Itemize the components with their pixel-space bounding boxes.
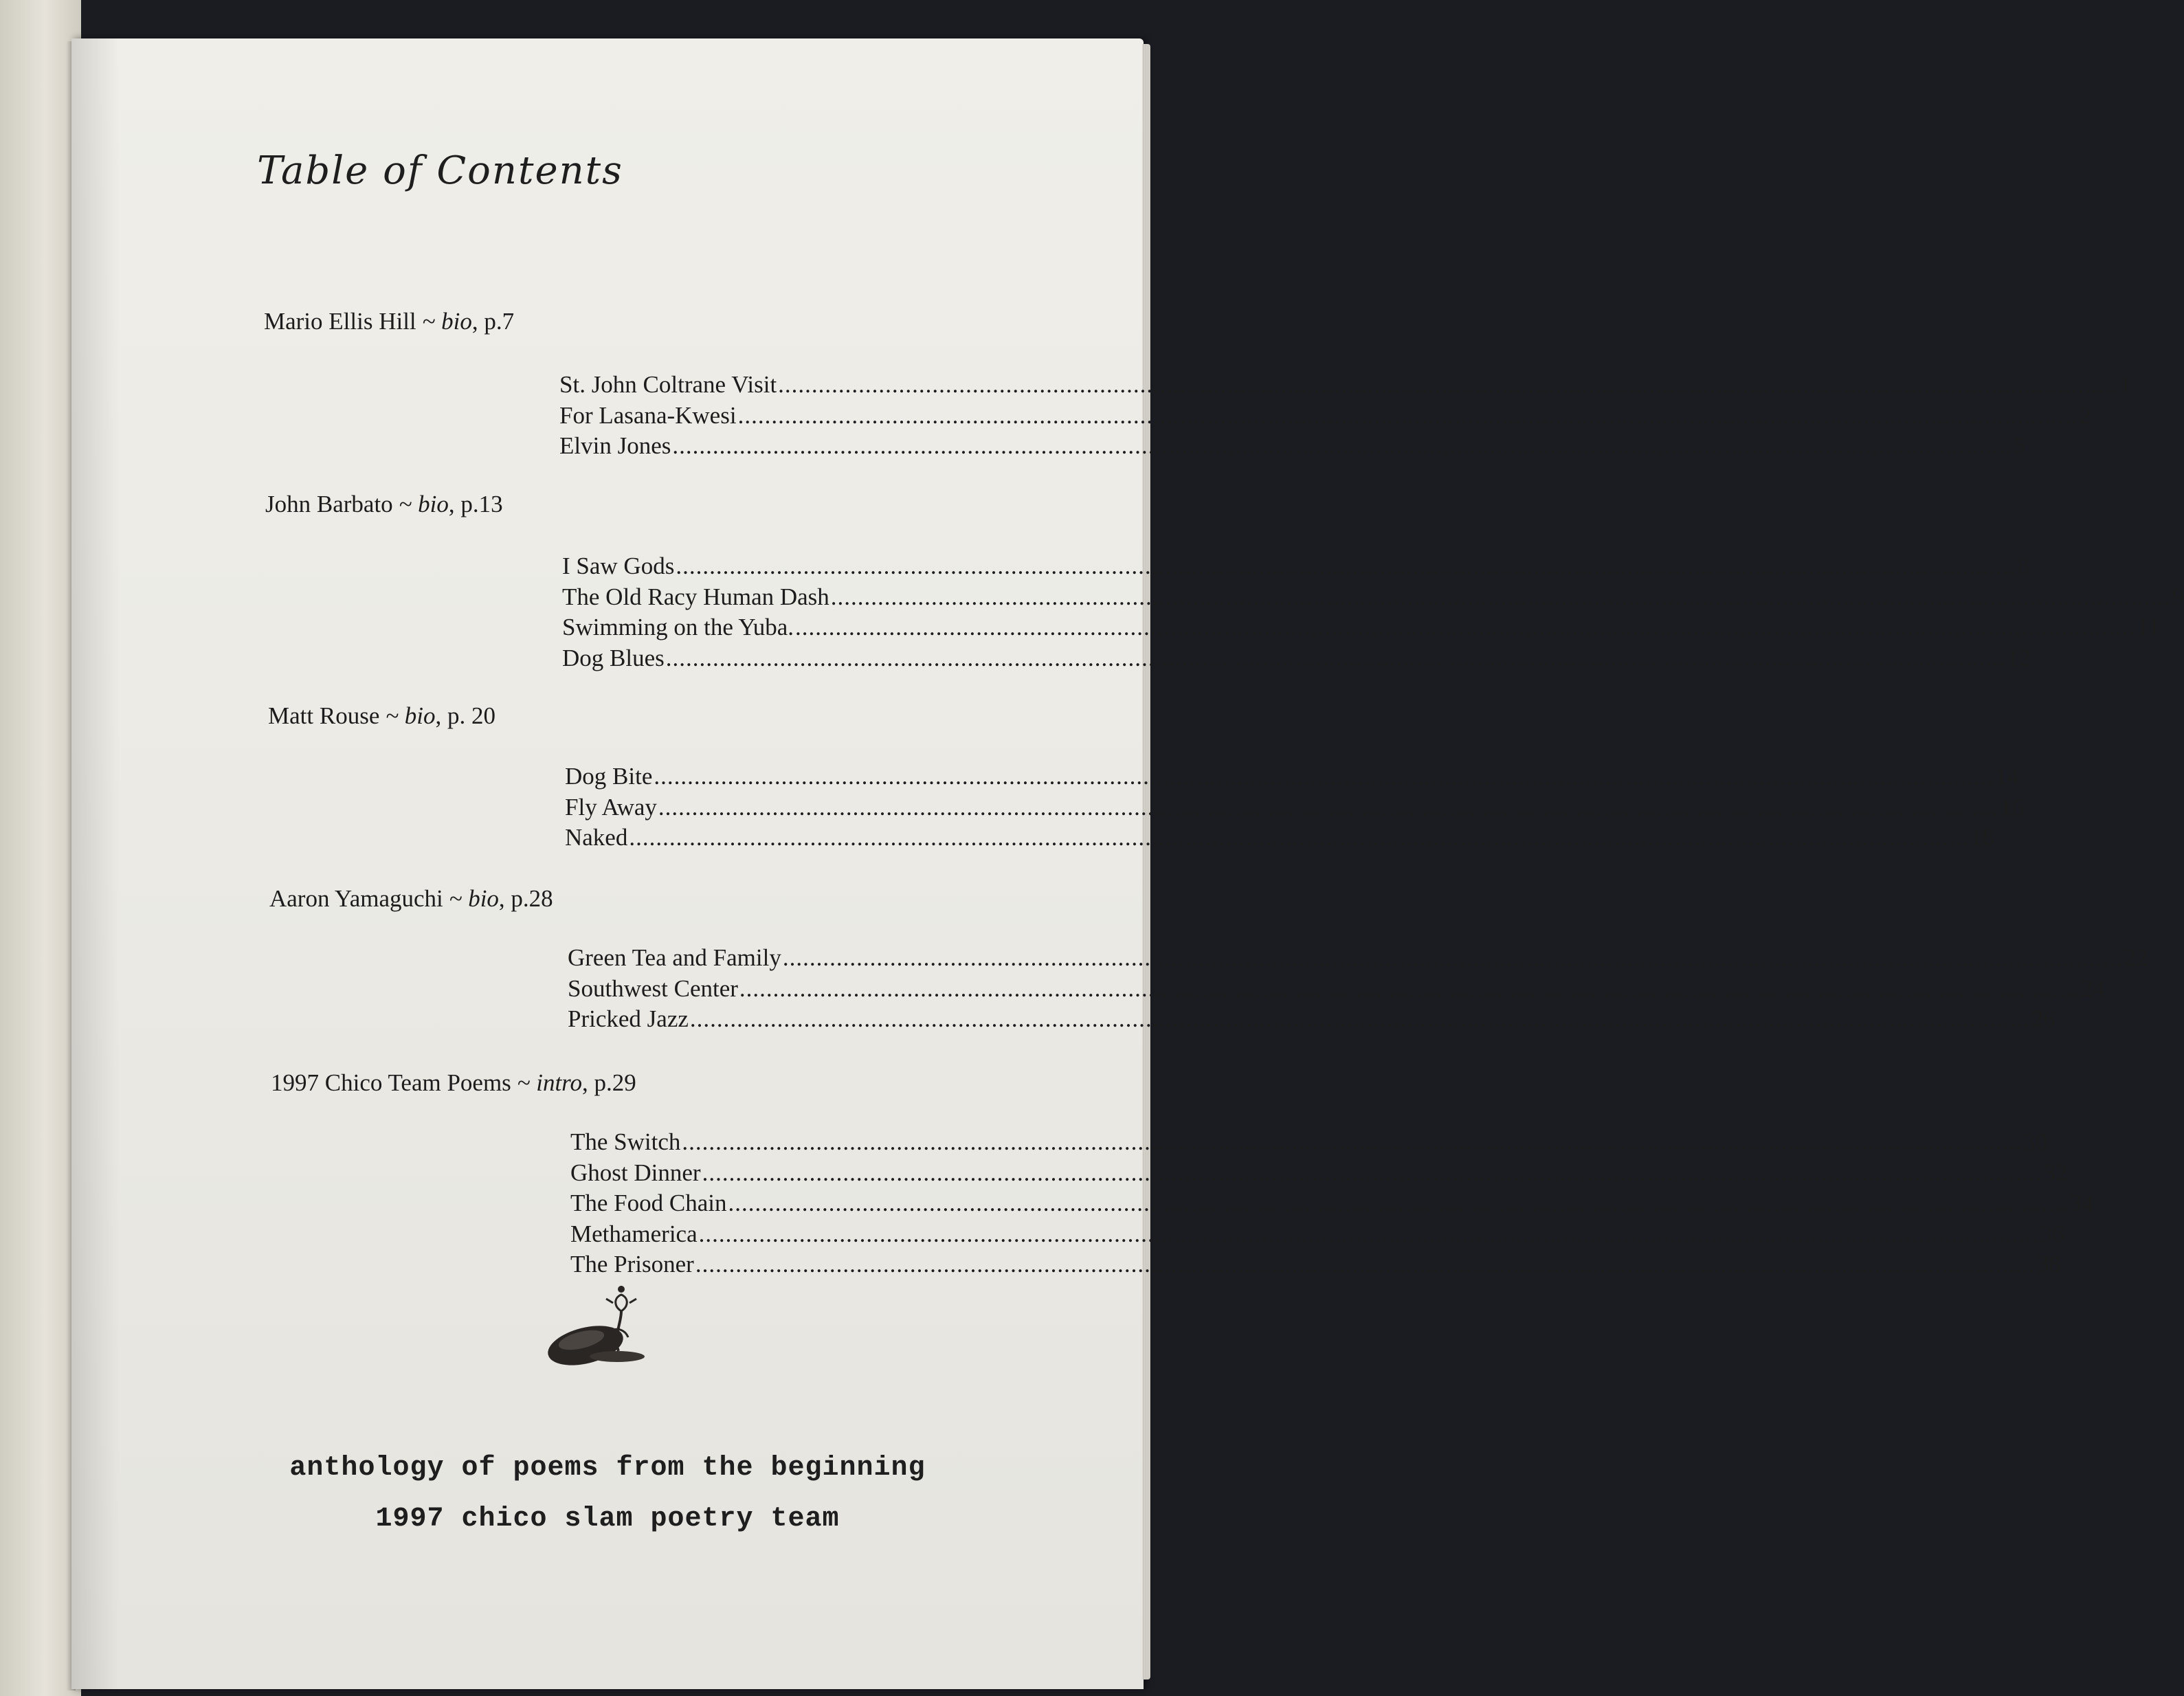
poem-page-number: 36	[2040, 1220, 2064, 1247]
leader-dots: ........................................................................................................................................................................................................	[782, 944, 2123, 971]
leader-dots: ........................................................................................................................................................................................................	[778, 371, 2119, 398]
toc-entry	[562, 582, 2184, 613]
poem-title: The Switch	[570, 1128, 681, 1155]
leader-dots: ........................................................................................................................................................................................................	[698, 1220, 2039, 1247]
tilde-separator: ~	[399, 491, 412, 517]
poem-title: Pricked Jazz	[568, 1005, 689, 1032]
toc-entry	[570, 1219, 2064, 1250]
leader-dots: ........................................................................................................................................................................................................	[629, 824, 1970, 851]
section-author-heading	[271, 1069, 636, 1097]
bio-page: , p.13	[448, 491, 503, 517]
poem-page-number: 38	[2036, 1251, 2061, 1277]
leader-dots: ........................................................................................................................................................................................................	[658, 793, 1998, 821]
poem-list	[565, 761, 2024, 853]
leader-dots: ........................................................................................................................................................................................................	[702, 1159, 2042, 1186]
poem-page-number: 30	[2023, 1128, 2048, 1155]
poem-title: I Saw Gods	[562, 553, 675, 579]
poem-page-number: 11	[2137, 614, 2160, 640]
tilde-separator: ~	[517, 1069, 531, 1096]
leader-dots: ........................................................................................................................................................................................................	[728, 1190, 2069, 1216]
toc-entry	[565, 823, 1995, 853]
poem-title: Ghost Dinner	[570, 1159, 701, 1186]
toc-entry	[562, 612, 2160, 643]
leader-dots: ........................................................................................................................................................................................................	[676, 553, 2016, 579]
leader-dots: ........................................................................................................................................................................................................	[672, 432, 2013, 459]
poem-title: Green Tea and Family	[568, 944, 781, 971]
toc-entry	[570, 1188, 2094, 1219]
poem-title: The Old Racy Human Dash	[562, 583, 829, 610]
toc-entry	[568, 1004, 2055, 1035]
toc-entry	[570, 1127, 2048, 1158]
poem-page-number: 14	[1995, 763, 2020, 790]
section-author-heading	[265, 491, 503, 518]
toc-entry	[562, 551, 2029, 582]
leader-dots: ........................................................................................................................................................................................................	[689, 1005, 2030, 1032]
poem-page-number: 5	[2014, 432, 2026, 459]
page-stack-edge	[1142, 44, 1150, 1680]
poem-page-number: 22	[2124, 944, 2148, 971]
bio-label: bio	[418, 491, 449, 517]
poem-title: Southwest Center	[568, 974, 738, 1002]
poem-page-number: 32	[2043, 1159, 2068, 1186]
poem-title: For Lasana-Kwesi	[559, 401, 737, 429]
footer-team-name: 1997 chico slam poetry team	[375, 1504, 840, 1535]
bio-page: , p.7	[471, 308, 515, 335]
bio-label: bio	[441, 308, 472, 335]
leader-dots: ........................................................................................................................................................................................................	[795, 614, 2136, 640]
poem-title: Dog Blues	[562, 644, 665, 671]
leader-dots: ........................................................................................................................................................................................................	[665, 644, 2006, 671]
poem-title: Swimming on the Yuba.	[562, 614, 794, 640]
poem-page-number: 9	[2172, 583, 2184, 610]
toc-entry	[565, 761, 2020, 792]
leader-dots: ........................................................................................................................................................................................................	[739, 974, 2080, 1002]
tilde-separator: ~	[422, 308, 436, 335]
poem-title: Fly Away	[565, 793, 657, 821]
author-name: Aaron Yamaguchi	[269, 885, 443, 912]
page-gutter-shadow	[71, 38, 120, 1689]
poem-title: Elvin Jones	[559, 432, 671, 459]
bio-label: intro	[536, 1069, 583, 1096]
poem-list	[568, 943, 2148, 1035]
poem-list	[559, 370, 2132, 462]
poem-page-number: 1	[2119, 371, 2132, 398]
toc-entry	[570, 1158, 2068, 1189]
leader-dots: ........................................................................................................................................................................................................	[695, 1251, 2036, 1277]
poem-list	[570, 1127, 2094, 1280]
poem-page-number: 12	[2007, 644, 2031, 671]
contents-page	[71, 38, 2184, 1689]
poem-title: Naked	[565, 824, 628, 851]
poem-page-number: 2	[2079, 401, 2092, 429]
toc-entry	[568, 974, 2105, 1005]
toc-entry	[559, 431, 2026, 462]
poem-title: The Prisoner	[570, 1251, 694, 1277]
author-name: Matt Rouse	[268, 702, 380, 729]
leader-dots: ........................................................................................................................................................................................................	[830, 583, 2171, 610]
poem-page-number: 26	[2031, 1005, 2055, 1032]
toc-entry	[565, 792, 2024, 823]
toc-entry	[568, 943, 2148, 974]
page-title: Table of Contents	[257, 148, 623, 193]
author-name: 1997 Chico Team Poems	[271, 1069, 511, 1096]
leader-dots: ........................................................................................................................................................................................................	[682, 1128, 2023, 1155]
toc-entry	[562, 643, 2031, 674]
tilde-separator: ~	[386, 702, 399, 729]
bio-label: bio	[404, 702, 436, 729]
toc-entry	[570, 1249, 2061, 1280]
leader-dots: ........................................................................................................................................................................................................	[654, 763, 1994, 790]
poem-title: Methamerica	[570, 1220, 698, 1247]
section-author-heading	[268, 702, 495, 730]
poem-page-number: 16	[1999, 793, 2024, 821]
poem-page-number: 8	[2017, 553, 2029, 579]
tilde-separator: ~	[449, 885, 463, 912]
poem-title: St. John Coltrane Visit	[559, 371, 777, 398]
poem-title: The Food Chain	[570, 1190, 727, 1216]
ornament-illustration-icon	[544, 1282, 654, 1372]
author-name: Mario Ellis Hill	[264, 308, 416, 335]
poem-page-number: 24	[2080, 974, 2105, 1002]
section-author-heading	[269, 885, 553, 913]
poem-list	[562, 551, 2184, 673]
poem-page-number: 18	[1970, 824, 1995, 851]
bio-page: , p.28	[498, 885, 553, 912]
poem-page-number: 34	[2069, 1190, 2094, 1216]
section-author-heading	[264, 308, 514, 335]
toc-entry	[559, 370, 2132, 401]
leader-dots: ........................................................................................................................................................................................................	[737, 401, 2078, 429]
toc-entry	[559, 401, 2092, 432]
footer-subtitle: anthology of poems from the beginning	[289, 1453, 926, 1484]
bio-page: , p.29	[582, 1069, 636, 1096]
author-name: John Barbato	[265, 491, 393, 517]
bio-label: bio	[468, 885, 499, 912]
bio-page: , p. 20	[435, 702, 496, 729]
poem-title: Dog Bite	[565, 763, 653, 790]
